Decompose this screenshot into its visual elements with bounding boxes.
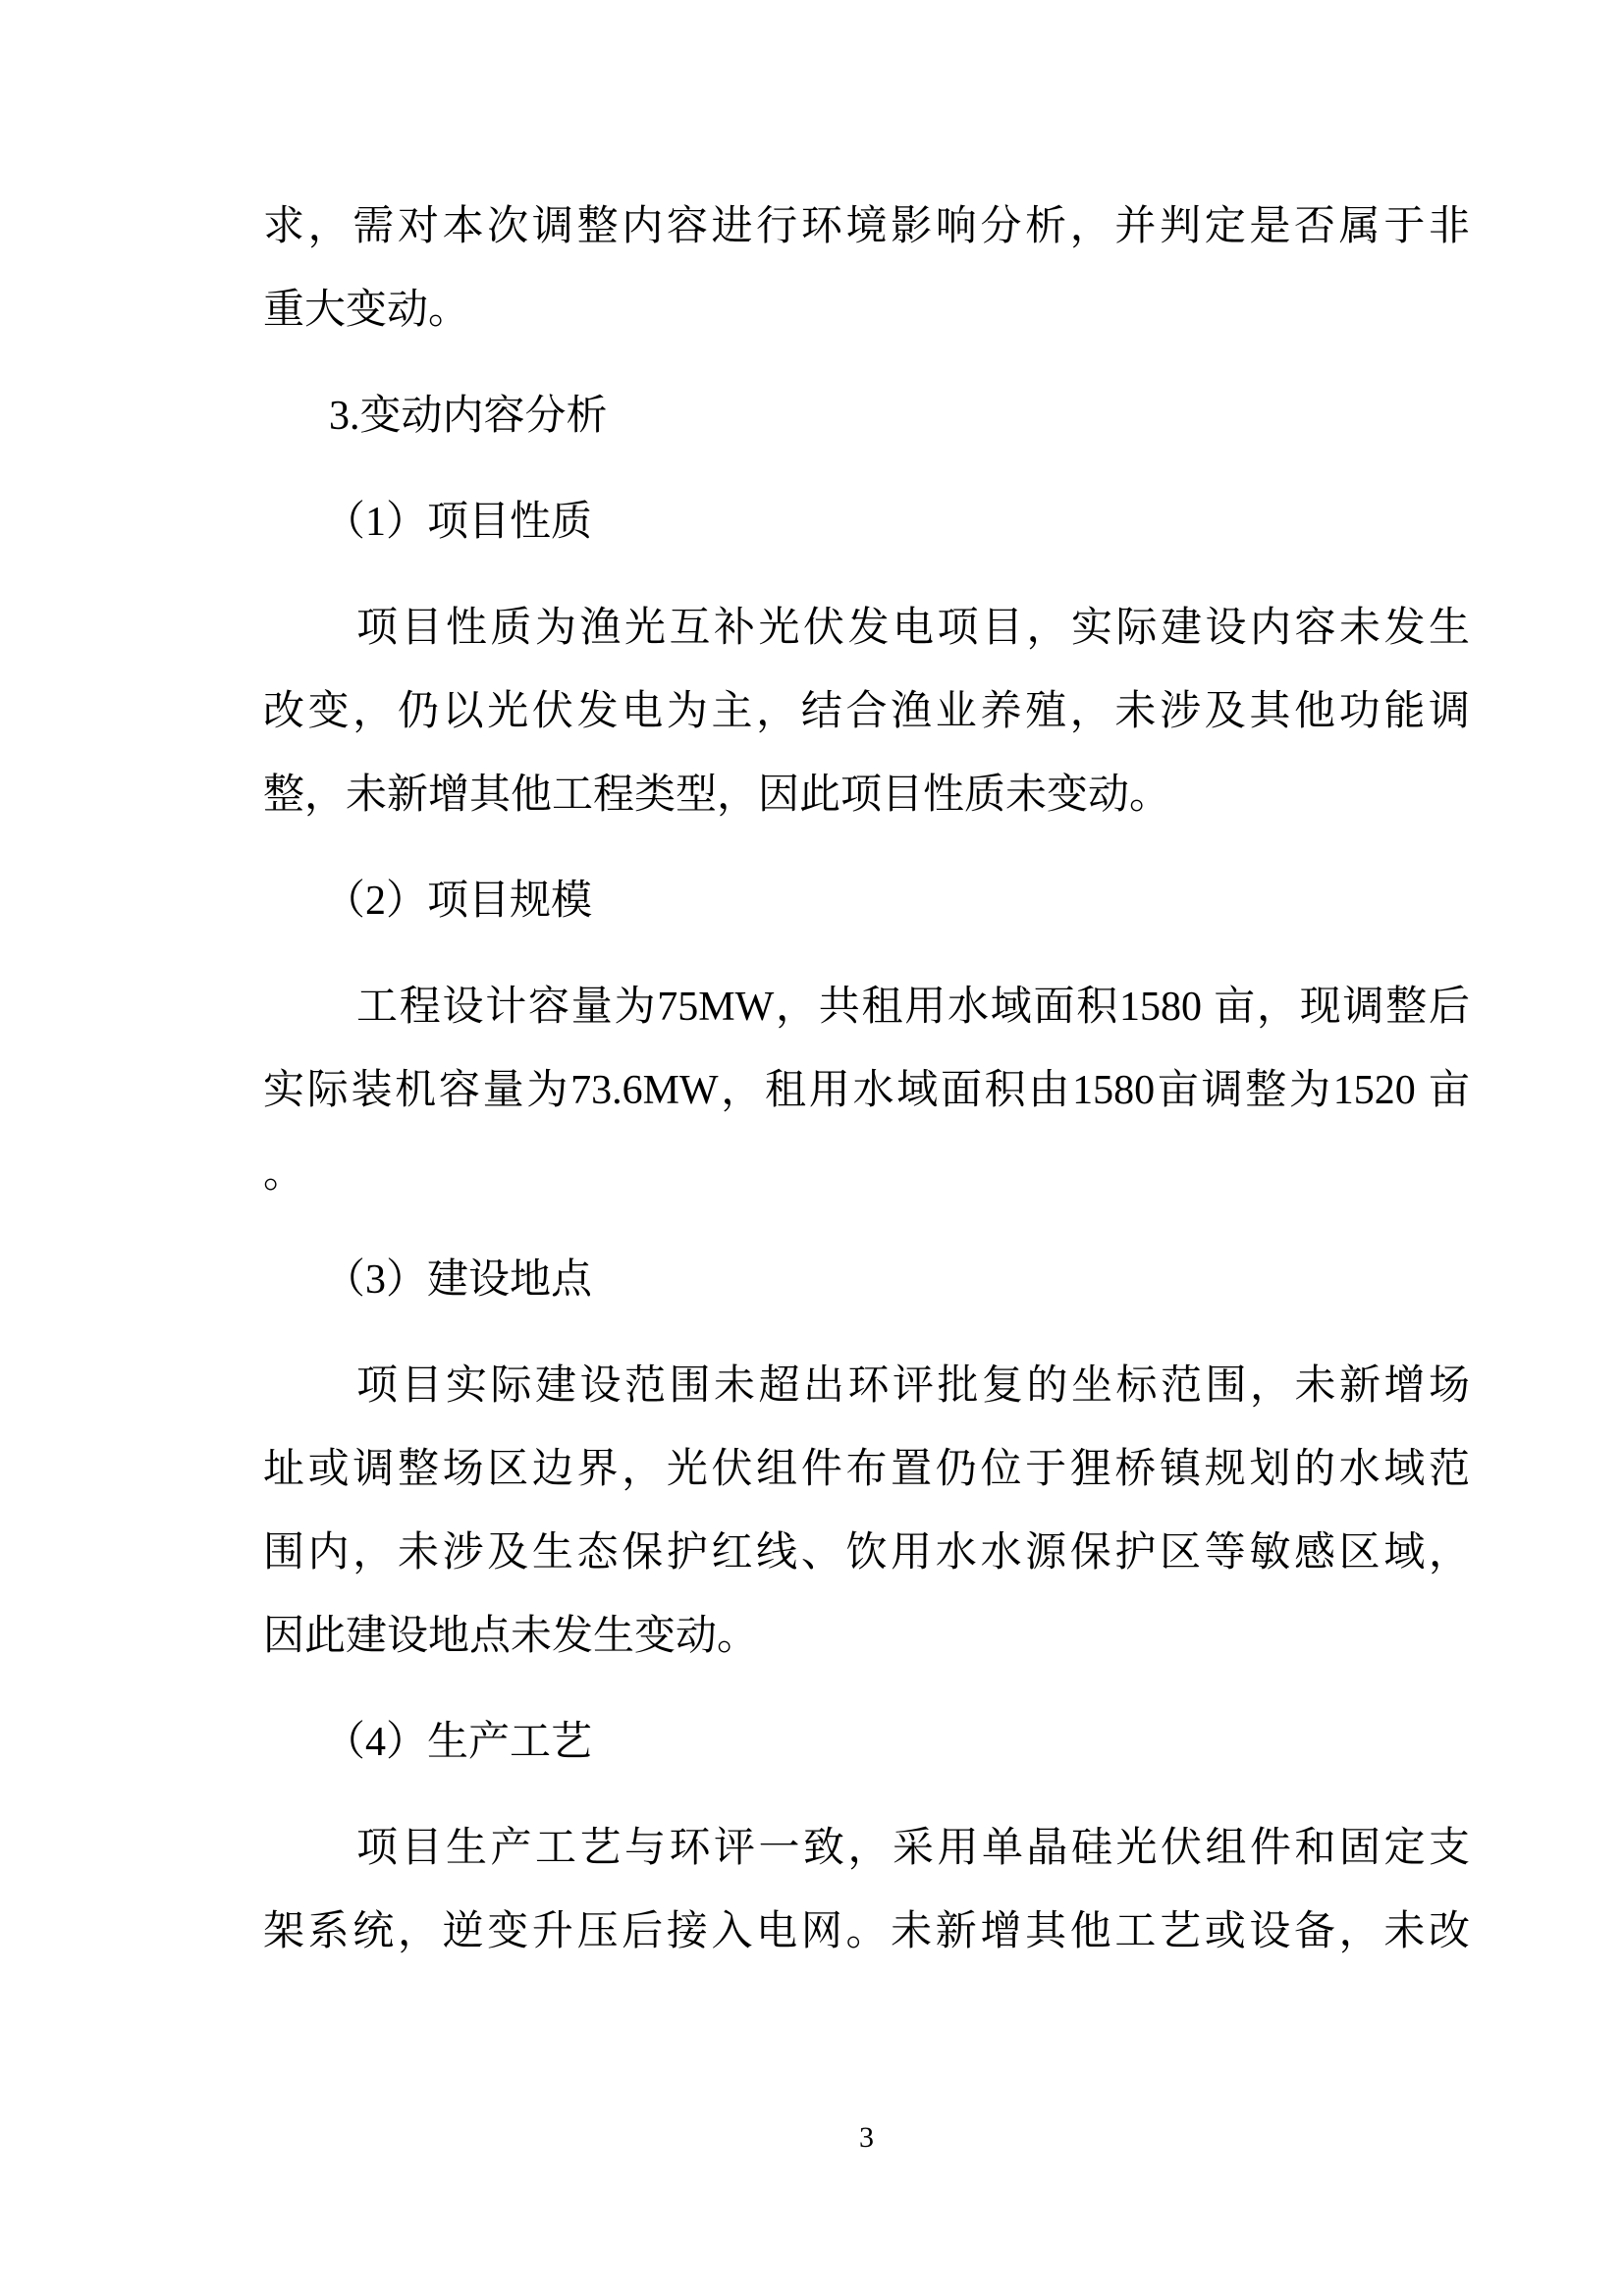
- paragraph: [263, 587, 1470, 837]
- paragraph: [263, 1345, 1470, 1679]
- subsection-heading: [263, 481, 1470, 564]
- text-line: 工程设计容量为75MW，共租用水域面积1580 亩，现调整后: [356, 985, 1470, 1030]
- heading-line: （1）项目性质: [324, 500, 593, 545]
- text-line: 求，需对本次调整内容进行环境影响分析，并判定是否属于非: [263, 204, 1470, 249]
- paragraph: [263, 1807, 1470, 1974]
- subsection-heading: [263, 1701, 1470, 1785]
- subsection-heading: [263, 860, 1470, 943]
- heading-line: 3.变动内容分析: [329, 394, 608, 439]
- text-line: 整，未新增其他工程类型，因此项目性质未变动。: [263, 773, 1171, 818]
- page-footer: [263, 2118, 1470, 2158]
- text-line: 重大变动。: [263, 288, 470, 333]
- text-line: 项目生产工艺与环评一致，采用单晶硅光伏组件和固定支: [356, 1826, 1470, 1871]
- subsection-heading: [263, 1239, 1470, 1322]
- text-line: 址或调整场区边界，光伏组件布置仍位于狸桥镇规划的水域范: [263, 1447, 1470, 1492]
- heading-line: （3）建设地点: [324, 1257, 593, 1303]
- text-line: 因此建设地点未发生变动。: [263, 1614, 759, 1659]
- text-line: 。: [263, 1151, 305, 1197]
- text-line: 项目实际建设范围未超出环评批复的坐标范围，未新增场: [356, 1363, 1470, 1409]
- text-line: 改变，仍以光伏发电为主，结合渔业养殖，未涉及其他功能调: [263, 689, 1470, 734]
- text-line: 围内，未涉及生态保护红线、饮用水水源保护区等敏感区域，: [263, 1530, 1470, 1575]
- page-number: 3: [859, 2121, 874, 2154]
- paragraph: [263, 966, 1470, 1216]
- text-line: 架系统，逆变升压后接入电网。未新增其他工艺或设备，未改: [263, 1909, 1470, 1954]
- text-line: 项目性质为渔光互补光伏发电项目，实际建设内容未发生: [356, 606, 1470, 651]
- heading-line: （4）生产工艺: [324, 1720, 593, 1765]
- section-heading: [263, 375, 1470, 458]
- text-line: 实际装机容量为73.6MW，租用水域面积由1580亩调整为1520 亩: [263, 1068, 1470, 1113]
- paragraph-continuation: [263, 186, 1470, 352]
- heading-line: （2）项目规模: [324, 879, 593, 924]
- document-body: [263, 186, 1470, 1997]
